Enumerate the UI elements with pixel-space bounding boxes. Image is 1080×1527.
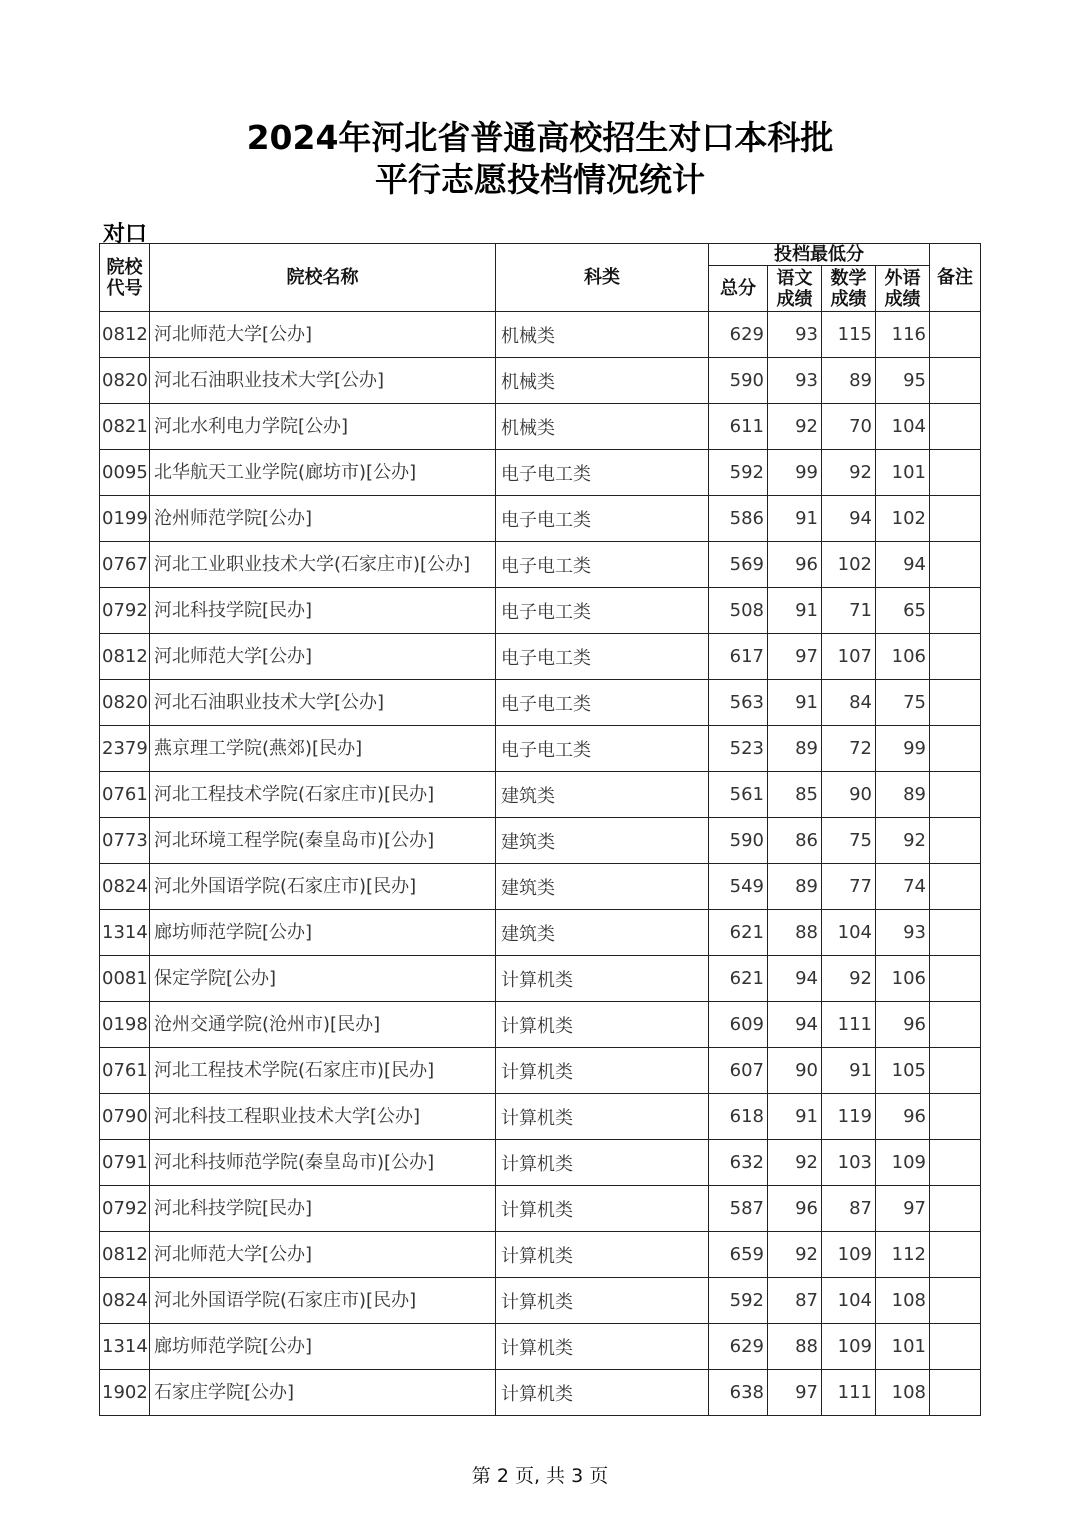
table-row bbox=[100, 956, 981, 1002]
cell-note bbox=[930, 496, 981, 542]
cell-category: 计算机类 bbox=[496, 1002, 709, 1048]
cell-chinese: 99 bbox=[768, 450, 822, 496]
cell-name: 河北工程技术学院(石家庄市)[民办] bbox=[150, 1048, 496, 1094]
cell-total: 632 bbox=[709, 1140, 768, 1186]
cell-name: 河北石油职业技术大学[公办] bbox=[150, 680, 496, 726]
cell-total: 609 bbox=[709, 1002, 768, 1048]
cell-category: 计算机类 bbox=[496, 1140, 709, 1186]
cell-total: 561 bbox=[709, 772, 768, 818]
cell-foreign: 109 bbox=[876, 1140, 930, 1186]
document-title-line2: 平行志愿投档情况统计 bbox=[375, 160, 705, 199]
cell-category: 机械类 bbox=[496, 312, 709, 358]
cell-chinese: 92 bbox=[768, 1232, 822, 1278]
cell-foreign: 116 bbox=[876, 312, 930, 358]
cell-category: 电子电工类 bbox=[496, 588, 709, 634]
cell-name: 河北科技学院[民办] bbox=[150, 588, 496, 634]
cell-name: 北华航天工业学院(廊坊市)[公办] bbox=[150, 450, 496, 496]
cell-chinese: 93 bbox=[768, 312, 822, 358]
cell-chinese: 87 bbox=[768, 1278, 822, 1324]
cell-category: 机械类 bbox=[496, 358, 709, 404]
cell-note bbox=[930, 1140, 981, 1186]
cell-note bbox=[930, 1048, 981, 1094]
cell-code: 2379 bbox=[100, 726, 150, 772]
cell-category: 电子电工类 bbox=[496, 450, 709, 496]
cell-code: 0761 bbox=[100, 772, 150, 818]
cell-math: 71 bbox=[822, 588, 876, 634]
cell-math: 103 bbox=[822, 1140, 876, 1186]
cell-code: 0773 bbox=[100, 818, 150, 864]
cell-foreign: 104 bbox=[876, 404, 930, 450]
cell-chinese: 93 bbox=[768, 358, 822, 404]
cell-category: 建筑类 bbox=[496, 864, 709, 910]
table-row bbox=[100, 1186, 981, 1232]
section-label: 对口 bbox=[103, 222, 148, 247]
cell-math: 111 bbox=[822, 1002, 876, 1048]
cell-note bbox=[930, 1324, 981, 1370]
cell-note bbox=[930, 404, 981, 450]
cell-code: 0767 bbox=[100, 542, 150, 588]
cell-name: 河北石油职业技术大学[公办] bbox=[150, 358, 496, 404]
cell-category: 计算机类 bbox=[496, 1232, 709, 1278]
cell-note bbox=[930, 542, 981, 588]
cell-name: 廊坊师范学院[公办] bbox=[150, 1324, 496, 1370]
cell-category: 建筑类 bbox=[496, 910, 709, 956]
cell-note bbox=[930, 358, 981, 404]
cell-foreign: 99 bbox=[876, 726, 930, 772]
cell-foreign: 101 bbox=[876, 450, 930, 496]
table-row bbox=[100, 818, 981, 864]
cell-chinese: 97 bbox=[768, 634, 822, 680]
table-row bbox=[100, 542, 981, 588]
cell-total: 563 bbox=[709, 680, 768, 726]
table-row bbox=[100, 404, 981, 450]
table-row bbox=[100, 358, 981, 404]
cell-foreign: 108 bbox=[876, 1370, 930, 1416]
cell-math: 109 bbox=[822, 1232, 876, 1278]
cell-foreign: 75 bbox=[876, 680, 930, 726]
cell-chinese: 91 bbox=[768, 496, 822, 542]
table-row bbox=[100, 772, 981, 818]
cell-math: 84 bbox=[822, 680, 876, 726]
cell-name: 廊坊师范学院[公办] bbox=[150, 910, 496, 956]
cell-note bbox=[930, 726, 981, 772]
cell-chinese: 91 bbox=[768, 1094, 822, 1140]
cell-name: 河北工程技术学院(石家庄市)[民办] bbox=[150, 772, 496, 818]
cell-total: 569 bbox=[709, 542, 768, 588]
cell-code: 0812 bbox=[100, 312, 150, 358]
cell-category: 计算机类 bbox=[496, 1094, 709, 1140]
cell-total: 621 bbox=[709, 910, 768, 956]
cell-note bbox=[930, 588, 981, 634]
cell-name: 河北科技师范学院(秦皇岛市)[公办] bbox=[150, 1140, 496, 1186]
cell-total: 523 bbox=[709, 726, 768, 772]
cell-name: 保定学院[公办] bbox=[150, 956, 496, 1002]
header-name: 院校名称 bbox=[150, 244, 496, 312]
cell-code: 0198 bbox=[100, 1002, 150, 1048]
header-total: 总分 bbox=[709, 266, 768, 312]
cell-total: 587 bbox=[709, 1186, 768, 1232]
cell-total: 508 bbox=[709, 588, 768, 634]
table-row bbox=[100, 1002, 981, 1048]
cell-category: 电子电工类 bbox=[496, 542, 709, 588]
table-row bbox=[100, 496, 981, 542]
cell-math: 91 bbox=[822, 1048, 876, 1094]
cell-chinese: 96 bbox=[768, 1186, 822, 1232]
cell-foreign: 97 bbox=[876, 1186, 930, 1232]
table-row bbox=[100, 588, 981, 634]
cell-total: 629 bbox=[709, 312, 768, 358]
cell-note bbox=[930, 772, 981, 818]
cell-category: 建筑类 bbox=[496, 818, 709, 864]
cell-code: 0824 bbox=[100, 864, 150, 910]
table-row bbox=[100, 864, 981, 910]
cell-math: 94 bbox=[822, 496, 876, 542]
table-row bbox=[100, 680, 981, 726]
cell-code: 0790 bbox=[100, 1094, 150, 1140]
cell-foreign: 108 bbox=[876, 1278, 930, 1324]
table-row bbox=[100, 726, 981, 772]
cell-code: 0081 bbox=[100, 956, 150, 1002]
cell-foreign: 94 bbox=[876, 542, 930, 588]
cell-name: 石家庄学院[公办] bbox=[150, 1370, 496, 1416]
header-chinese: 语文成绩 bbox=[768, 266, 822, 312]
cell-note bbox=[930, 634, 981, 680]
cell-name: 河北外国语学院(石家庄市)[民办] bbox=[150, 1278, 496, 1324]
cell-category: 计算机类 bbox=[496, 1370, 709, 1416]
cell-note bbox=[930, 910, 981, 956]
cell-category: 电子电工类 bbox=[496, 726, 709, 772]
cell-foreign: 105 bbox=[876, 1048, 930, 1094]
cell-category: 电子电工类 bbox=[496, 496, 709, 542]
cell-code: 0095 bbox=[100, 450, 150, 496]
cell-math: 77 bbox=[822, 864, 876, 910]
cell-total: 611 bbox=[709, 404, 768, 450]
cell-name: 河北师范大学[公办] bbox=[150, 312, 496, 358]
cell-chinese: 86 bbox=[768, 818, 822, 864]
cell-foreign: 96 bbox=[876, 1002, 930, 1048]
table-row bbox=[100, 1324, 981, 1370]
header-category: 科类 bbox=[496, 244, 709, 312]
cell-chinese: 89 bbox=[768, 864, 822, 910]
cell-math: 109 bbox=[822, 1324, 876, 1370]
cell-chinese: 85 bbox=[768, 772, 822, 818]
cell-name: 河北科技工程职业技术大学[公办] bbox=[150, 1094, 496, 1140]
cell-math: 89 bbox=[822, 358, 876, 404]
cell-foreign: 101 bbox=[876, 1324, 930, 1370]
cell-math: 90 bbox=[822, 772, 876, 818]
cell-chinese: 91 bbox=[768, 588, 822, 634]
page-footer: 第 2 页, 共 3 页 bbox=[471, 1465, 609, 1487]
cell-foreign: 106 bbox=[876, 634, 930, 680]
cell-chinese: 88 bbox=[768, 1324, 822, 1370]
cell-note bbox=[930, 1278, 981, 1324]
cell-name: 河北水利电力学院[公办] bbox=[150, 404, 496, 450]
table-row bbox=[100, 634, 981, 680]
cell-math: 87 bbox=[822, 1186, 876, 1232]
cell-math: 72 bbox=[822, 726, 876, 772]
cell-name: 沧州交通学院(沧州市)[民办] bbox=[150, 1002, 496, 1048]
document-title-line1: 2024年河北省普通高校招生对口本科批 bbox=[246, 118, 834, 157]
cell-math: 119 bbox=[822, 1094, 876, 1140]
cell-math: 75 bbox=[822, 818, 876, 864]
cell-total: 592 bbox=[709, 450, 768, 496]
cell-foreign: 89 bbox=[876, 772, 930, 818]
table-row bbox=[100, 450, 981, 496]
cell-foreign: 92 bbox=[876, 818, 930, 864]
cell-total: 586 bbox=[709, 496, 768, 542]
cell-foreign: 74 bbox=[876, 864, 930, 910]
cell-note bbox=[930, 450, 981, 496]
cell-code: 0820 bbox=[100, 358, 150, 404]
header-foreign: 外语成绩 bbox=[876, 266, 930, 312]
cell-name: 河北外国语学院(石家庄市)[民办] bbox=[150, 864, 496, 910]
cell-note bbox=[930, 312, 981, 358]
cell-math: 104 bbox=[822, 910, 876, 956]
cell-code: 0824 bbox=[100, 1278, 150, 1324]
cell-chinese: 94 bbox=[768, 956, 822, 1002]
cell-code: 0792 bbox=[100, 588, 150, 634]
cell-total: 638 bbox=[709, 1370, 768, 1416]
cell-name: 河北师范大学[公办] bbox=[150, 1232, 496, 1278]
table-row bbox=[100, 1232, 981, 1278]
cell-category: 电子电工类 bbox=[496, 680, 709, 726]
cell-total: 549 bbox=[709, 864, 768, 910]
cell-math: 111 bbox=[822, 1370, 876, 1416]
cell-note bbox=[930, 1370, 981, 1416]
cell-code: 0792 bbox=[100, 1186, 150, 1232]
cell-code: 1902 bbox=[100, 1370, 150, 1416]
cell-name: 河北师范大学[公办] bbox=[150, 634, 496, 680]
cell-total: 590 bbox=[709, 358, 768, 404]
cell-foreign: 65 bbox=[876, 588, 930, 634]
cell-foreign: 102 bbox=[876, 496, 930, 542]
cell-category: 计算机类 bbox=[496, 1278, 709, 1324]
cell-chinese: 88 bbox=[768, 910, 822, 956]
cell-chinese: 92 bbox=[768, 404, 822, 450]
header-min-score-group: 投档最低分 bbox=[709, 244, 930, 266]
table-row bbox=[100, 312, 981, 358]
header-math: 数学成绩 bbox=[822, 266, 876, 312]
cell-note bbox=[930, 1002, 981, 1048]
cell-code: 0199 bbox=[100, 496, 150, 542]
cell-foreign: 112 bbox=[876, 1232, 930, 1278]
cell-total: 621 bbox=[709, 956, 768, 1002]
cell-total: 659 bbox=[709, 1232, 768, 1278]
cell-math: 70 bbox=[822, 404, 876, 450]
cell-name: 沧州师范学院[公办] bbox=[150, 496, 496, 542]
table-row bbox=[100, 1094, 981, 1140]
cell-total: 607 bbox=[709, 1048, 768, 1094]
cell-name: 燕京理工学院(燕郊)[民办] bbox=[150, 726, 496, 772]
cell-chinese: 97 bbox=[768, 1370, 822, 1416]
cell-foreign: 96 bbox=[876, 1094, 930, 1140]
cell-foreign: 93 bbox=[876, 910, 930, 956]
cell-category: 计算机类 bbox=[496, 1324, 709, 1370]
cell-note bbox=[930, 1232, 981, 1278]
cell-category: 计算机类 bbox=[496, 1048, 709, 1094]
cell-math: 92 bbox=[822, 450, 876, 496]
cell-name: 河北环境工程学院(秦皇岛市)[公办] bbox=[150, 818, 496, 864]
cell-note bbox=[930, 818, 981, 864]
cell-total: 629 bbox=[709, 1324, 768, 1370]
cell-foreign: 95 bbox=[876, 358, 930, 404]
cell-math: 104 bbox=[822, 1278, 876, 1324]
cell-math: 107 bbox=[822, 634, 876, 680]
cell-chinese: 94 bbox=[768, 1002, 822, 1048]
cell-code: 1314 bbox=[100, 910, 150, 956]
cell-category: 建筑类 bbox=[496, 772, 709, 818]
cell-chinese: 91 bbox=[768, 680, 822, 726]
cell-total: 590 bbox=[709, 818, 768, 864]
cell-code: 1314 bbox=[100, 1324, 150, 1370]
cell-code: 0821 bbox=[100, 404, 150, 450]
admission-score-table bbox=[99, 243, 981, 1416]
cell-chinese: 90 bbox=[768, 1048, 822, 1094]
cell-note bbox=[930, 1186, 981, 1232]
cell-chinese: 96 bbox=[768, 542, 822, 588]
cell-name: 河北科技学院[民办] bbox=[150, 1186, 496, 1232]
cell-note bbox=[930, 956, 981, 1002]
header-code: 院校代号 bbox=[100, 244, 150, 312]
cell-code: 0812 bbox=[100, 634, 150, 680]
cell-note bbox=[930, 680, 981, 726]
cell-code: 0820 bbox=[100, 680, 150, 726]
table-row bbox=[100, 1370, 981, 1416]
cell-note bbox=[930, 864, 981, 910]
cell-code: 0812 bbox=[100, 1232, 150, 1278]
cell-math: 92 bbox=[822, 956, 876, 1002]
cell-code: 0761 bbox=[100, 1048, 150, 1094]
cell-total: 592 bbox=[709, 1278, 768, 1324]
cell-code: 0791 bbox=[100, 1140, 150, 1186]
header-note: 备注 bbox=[930, 244, 981, 312]
cell-category: 电子电工类 bbox=[496, 634, 709, 680]
cell-math: 102 bbox=[822, 542, 876, 588]
cell-total: 618 bbox=[709, 1094, 768, 1140]
cell-chinese: 92 bbox=[768, 1140, 822, 1186]
cell-foreign: 106 bbox=[876, 956, 930, 1002]
cell-chinese: 89 bbox=[768, 726, 822, 772]
cell-category: 计算机类 bbox=[496, 1186, 709, 1232]
table-row bbox=[100, 910, 981, 956]
cell-math: 115 bbox=[822, 312, 876, 358]
cell-name: 河北工业职业技术大学(石家庄市)[公办] bbox=[150, 542, 496, 588]
cell-note bbox=[930, 1094, 981, 1140]
table-row bbox=[100, 1048, 981, 1094]
cell-category: 机械类 bbox=[496, 404, 709, 450]
cell-total: 617 bbox=[709, 634, 768, 680]
table-row bbox=[100, 1278, 981, 1324]
cell-category: 计算机类 bbox=[496, 956, 709, 1002]
table-row bbox=[100, 1140, 981, 1186]
